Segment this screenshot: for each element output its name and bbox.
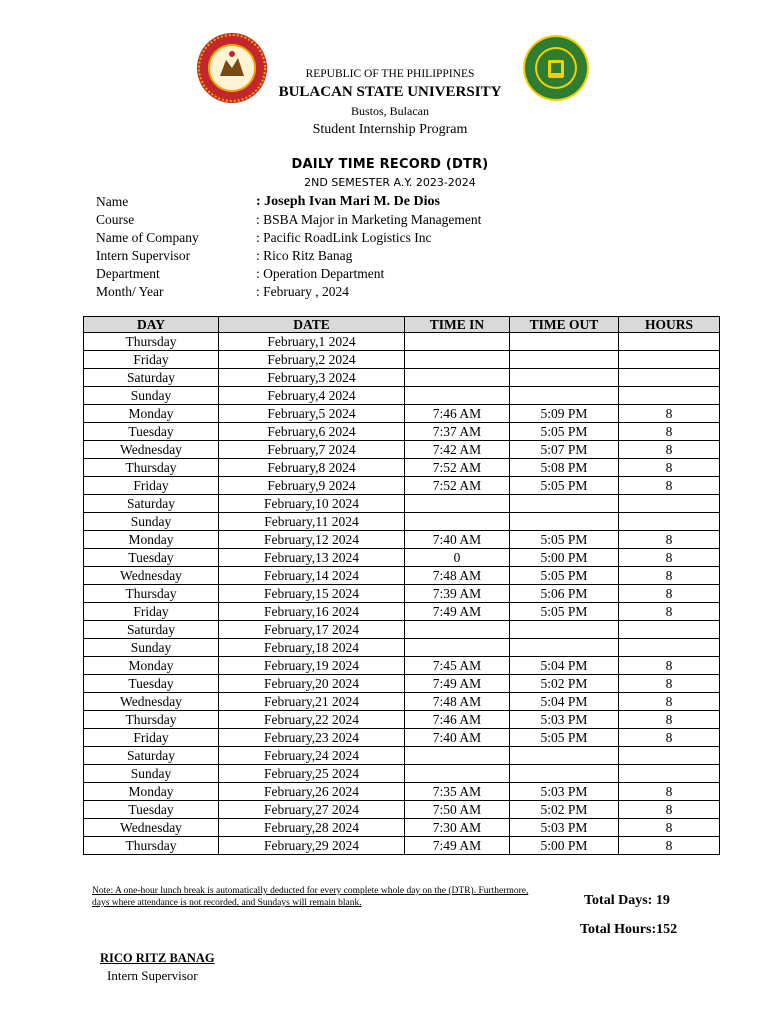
table-cell: 8 — [619, 819, 720, 837]
table-cell: February,29 2024 — [219, 837, 405, 855]
table-cell — [510, 387, 619, 405]
table-cell — [510, 747, 619, 765]
info-label: Name of Company — [96, 230, 199, 245]
table-cell: 5:05 PM — [510, 729, 619, 747]
table-cell — [405, 639, 510, 657]
table-row — [84, 837, 720, 855]
table-cell: 5:09 PM — [510, 405, 619, 423]
table-row — [84, 603, 720, 621]
table-row — [84, 333, 720, 351]
table-cell — [619, 387, 720, 405]
table-cell: 8 — [619, 783, 720, 801]
table-cell: Wednesday — [84, 819, 219, 837]
table-row — [84, 405, 720, 423]
table-cell — [405, 495, 510, 513]
table-cell: 0 — [405, 549, 510, 567]
table-cell: Thursday — [84, 459, 219, 477]
table-cell: 7:46 AM — [405, 711, 510, 729]
table-cell: 5:03 PM — [510, 711, 619, 729]
table-cell — [619, 351, 720, 369]
table-cell — [405, 513, 510, 531]
table-cell: 8 — [619, 459, 720, 477]
table-cell: Sunday — [84, 513, 219, 531]
info-value: : BSBA Major in Marketing Management — [256, 212, 482, 227]
table-cell — [405, 621, 510, 639]
table-cell — [510, 351, 619, 369]
table-cell: Tuesday — [84, 423, 219, 441]
table-cell: February,10 2024 — [219, 495, 405, 513]
table-cell: Friday — [84, 477, 219, 495]
table-cell — [510, 495, 619, 513]
table-cell: Tuesday — [84, 675, 219, 693]
table-row — [84, 675, 720, 693]
table-cell: Tuesday — [84, 801, 219, 819]
table-cell — [619, 639, 720, 657]
table-cell — [619, 369, 720, 387]
table-cell: Thursday — [84, 333, 219, 351]
table-cell: 8 — [619, 693, 720, 711]
table-cell: February,8 2024 — [219, 459, 405, 477]
info-label: Department — [96, 266, 160, 281]
semester-label: 2ND SEMESTER A.Y. 2023-2024 — [304, 176, 476, 189]
table-row — [84, 369, 720, 387]
table-row — [84, 567, 720, 585]
table-cell — [405, 351, 510, 369]
table-cell: 8 — [619, 477, 720, 495]
table-cell: 7:52 AM — [405, 477, 510, 495]
table-cell: 5:06 PM — [510, 585, 619, 603]
table-row — [84, 585, 720, 603]
table-cell: Wednesday — [84, 567, 219, 585]
table-cell: February,18 2024 — [219, 639, 405, 657]
table-cell — [405, 747, 510, 765]
table-cell: 7:46 AM — [405, 405, 510, 423]
table-cell: 8 — [619, 441, 720, 459]
table-cell: Friday — [84, 351, 219, 369]
table-cell: February,28 2024 — [219, 819, 405, 837]
table-cell: 7:48 AM — [405, 567, 510, 585]
table-cell — [619, 621, 720, 639]
table-cell: 5:05 PM — [510, 567, 619, 585]
column-header: TIME OUT — [510, 317, 619, 333]
table-cell — [510, 513, 619, 531]
table-cell: February,25 2024 — [219, 765, 405, 783]
total-days: Total Days: 19 — [584, 893, 670, 908]
table-cell: February,23 2024 — [219, 729, 405, 747]
table-cell: February,4 2024 — [219, 387, 405, 405]
table-row — [84, 531, 720, 549]
table-cell: 8 — [619, 585, 720, 603]
table-cell: February,5 2024 — [219, 405, 405, 423]
table-cell: 8 — [619, 729, 720, 747]
total-hours: Total Hours:152 — [580, 922, 678, 937]
daily-time-record-table — [83, 316, 720, 855]
table-cell: 7:42 AM — [405, 441, 510, 459]
table-cell: Tuesday — [84, 549, 219, 567]
table-cell: Saturday — [84, 495, 219, 513]
table-cell: Sunday — [84, 639, 219, 657]
table-cell: February,13 2024 — [219, 549, 405, 567]
table-header-row — [84, 317, 720, 333]
table-row — [84, 459, 720, 477]
republic-heading: REPUBLIC OF THE PHILIPPINES — [305, 68, 475, 80]
table-row — [84, 783, 720, 801]
university-name: BULACAN STATE UNIVERSITY — [278, 84, 502, 100]
table-cell: February,2 2024 — [219, 351, 405, 369]
table-row — [84, 549, 720, 567]
table-cell: February,1 2024 — [219, 333, 405, 351]
table-cell: Saturday — [84, 621, 219, 639]
table-cell: 5:03 PM — [510, 783, 619, 801]
info-value: : Joseph Ivan Mari M. De Dios — [256, 194, 440, 209]
table-cell — [510, 621, 619, 639]
table-cell: 5:04 PM — [510, 693, 619, 711]
table-cell: February,22 2024 — [219, 711, 405, 729]
table-cell: February,27 2024 — [219, 801, 405, 819]
table-cell: 8 — [619, 531, 720, 549]
table-cell — [619, 765, 720, 783]
table-cell — [510, 765, 619, 783]
table-cell: Friday — [84, 603, 219, 621]
table-cell: 7:50 AM — [405, 801, 510, 819]
table-cell: 8 — [619, 675, 720, 693]
table-cell: February,11 2024 — [219, 513, 405, 531]
table-cell: 5:02 PM — [510, 801, 619, 819]
info-label: Intern Supervisor — [96, 248, 191, 263]
table-cell: February,17 2024 — [219, 621, 405, 639]
table-cell: February,14 2024 — [219, 567, 405, 585]
table-row — [84, 729, 720, 747]
table-cell — [405, 387, 510, 405]
table-cell: 7:45 AM — [405, 657, 510, 675]
table-cell: February,12 2024 — [219, 531, 405, 549]
table-cell: February,3 2024 — [219, 369, 405, 387]
table-cell: 5:08 PM — [510, 459, 619, 477]
table-cell: Wednesday — [84, 441, 219, 459]
table-cell: Monday — [84, 783, 219, 801]
table-row — [84, 513, 720, 531]
table-cell: 7:52 AM — [405, 459, 510, 477]
supervisor-name: RICO RITZ BANAG — [100, 951, 215, 965]
table-cell: Sunday — [84, 387, 219, 405]
table-cell: 7:37 AM — [405, 423, 510, 441]
table-cell — [619, 333, 720, 351]
info-value: : Pacific RoadLink Logistics Inc — [256, 230, 432, 245]
info-label: Course — [96, 212, 135, 227]
campus-location: Bustos, Bulacan — [351, 104, 429, 118]
lunch-break-note: Note: A one-hour lunch break is automatically deducted for every complete whole day on the (DTR). Furthermore, days where attendance is not recorded, and Sundays will remain blank. — [92, 886, 529, 908]
table-cell: February,24 2024 — [219, 747, 405, 765]
info-label: Month/ Year — [96, 284, 164, 299]
table-row — [84, 441, 720, 459]
table-row — [84, 747, 720, 765]
table-cell: February,6 2024 — [219, 423, 405, 441]
table-cell: 7:49 AM — [405, 837, 510, 855]
table-cell: Monday — [84, 531, 219, 549]
table-row — [84, 387, 720, 405]
table-cell: 7:49 AM — [405, 603, 510, 621]
table-cell: 5:07 PM — [510, 441, 619, 459]
table-cell: February,19 2024 — [219, 657, 405, 675]
table-row — [84, 657, 720, 675]
table-cell: 7:39 AM — [405, 585, 510, 603]
table-cell: 5:00 PM — [510, 837, 619, 855]
table-cell: Monday — [84, 657, 219, 675]
table-cell: Thursday — [84, 585, 219, 603]
table-cell: February,16 2024 — [219, 603, 405, 621]
table-cell: February,9 2024 — [219, 477, 405, 495]
column-header: TIME IN — [405, 317, 510, 333]
table-row — [84, 351, 720, 369]
table-cell: Thursday — [84, 837, 219, 855]
table-cell: February,26 2024 — [219, 783, 405, 801]
table-cell — [510, 639, 619, 657]
table-cell: 8 — [619, 801, 720, 819]
table-cell: 5:05 PM — [510, 531, 619, 549]
table-cell: Friday — [84, 729, 219, 747]
info-label: Name — [96, 194, 129, 209]
table-row — [84, 801, 720, 819]
table-row — [84, 639, 720, 657]
program-name: Student Internship Program — [312, 122, 468, 137]
table-cell: 7:49 AM — [405, 675, 510, 693]
table-cell: February,21 2024 — [219, 693, 405, 711]
table-row — [84, 621, 720, 639]
table-cell: Wednesday — [84, 693, 219, 711]
table-cell: 8 — [619, 405, 720, 423]
table-body — [84, 333, 720, 855]
table-cell: 7:40 AM — [405, 531, 510, 549]
table-row — [84, 765, 720, 783]
table-cell: Saturday — [84, 369, 219, 387]
table-cell: February,20 2024 — [219, 675, 405, 693]
table-row — [84, 495, 720, 513]
table-row — [84, 693, 720, 711]
table-cell — [619, 513, 720, 531]
table-row — [84, 819, 720, 837]
info-value: : February , 2024 — [256, 284, 349, 299]
table-cell: February,15 2024 — [219, 585, 405, 603]
table-cell — [405, 369, 510, 387]
table-cell: 8 — [619, 711, 720, 729]
supervisor-title: Intern Supervisor — [107, 968, 198, 983]
table-cell: 5:00 PM — [510, 549, 619, 567]
table-cell: 5:05 PM — [510, 477, 619, 495]
table-cell: Monday — [84, 405, 219, 423]
table-cell: 8 — [619, 567, 720, 585]
table-cell: 7:48 AM — [405, 693, 510, 711]
info-value: : Rico Ritz Banag — [256, 248, 353, 263]
table-cell: 7:40 AM — [405, 729, 510, 747]
table-cell: 8 — [619, 837, 720, 855]
table-cell: 5:03 PM — [510, 819, 619, 837]
table-cell: 5:02 PM — [510, 675, 619, 693]
table-cell: Thursday — [84, 711, 219, 729]
table-row — [84, 423, 720, 441]
table-row — [84, 711, 720, 729]
table-cell: 7:35 AM — [405, 783, 510, 801]
column-header: DATE — [219, 317, 405, 333]
table-cell — [405, 333, 510, 351]
table-cell: 5:05 PM — [510, 603, 619, 621]
table-cell: 8 — [619, 423, 720, 441]
column-header: DAY — [84, 317, 219, 333]
table-cell: 7:30 AM — [405, 819, 510, 837]
table-cell — [619, 495, 720, 513]
document-title: DAILY TIME RECORD (DTR) — [291, 157, 489, 172]
table-cell: 8 — [619, 657, 720, 675]
table-cell — [405, 765, 510, 783]
table-cell — [510, 369, 619, 387]
info-value: : Operation Department — [256, 266, 385, 281]
table-cell: 5:04 PM — [510, 657, 619, 675]
table-cell: Sunday — [84, 765, 219, 783]
table-cell: 8 — [619, 603, 720, 621]
table-cell — [510, 333, 619, 351]
table-cell: February,7 2024 — [219, 441, 405, 459]
table-row — [84, 477, 720, 495]
table-cell: Saturday — [84, 747, 219, 765]
table-cell — [619, 747, 720, 765]
table-cell: 8 — [619, 549, 720, 567]
column-header: HOURS — [619, 317, 720, 333]
table-cell: 5:05 PM — [510, 423, 619, 441]
